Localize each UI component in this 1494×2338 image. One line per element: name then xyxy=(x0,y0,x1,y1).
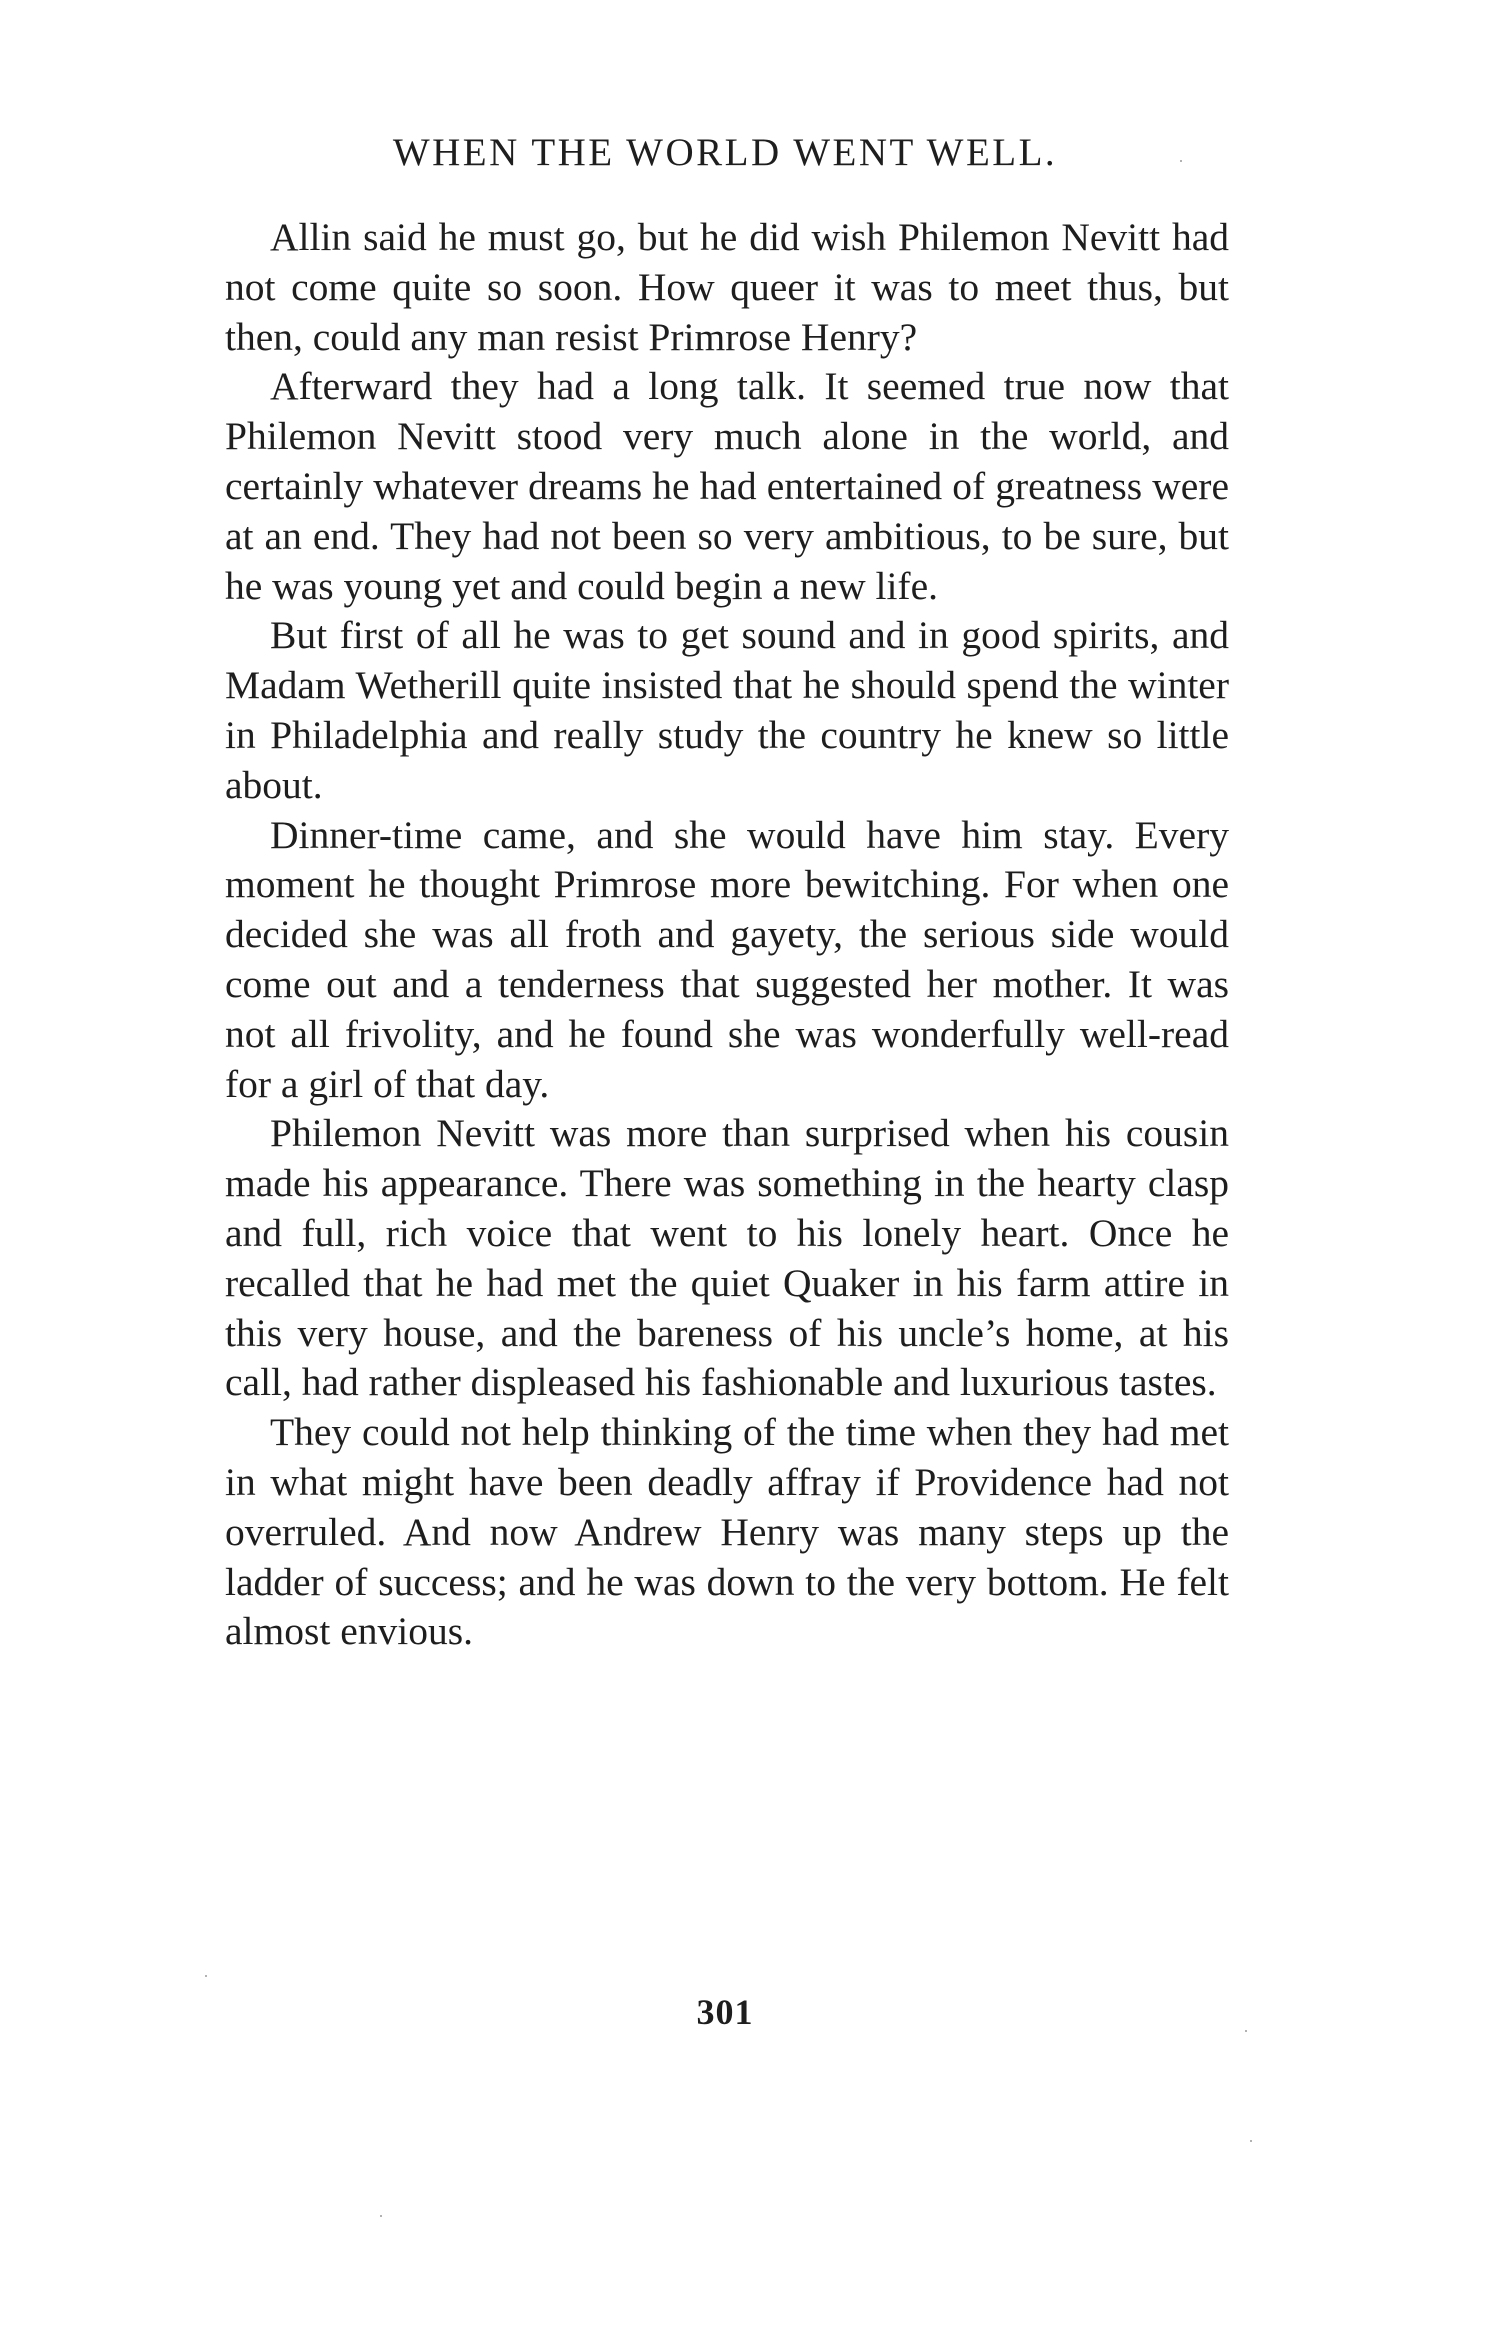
paper-speck xyxy=(1245,2030,1247,2032)
paragraph: They could not help thinking of the time when they had met in what might have been deadly affray if Providence had not overruled. And now Andrew Henry was many steps up the ladder of success; and he was down to the very bottom. He felt almost envious. xyxy=(225,1410,1229,1654)
paragraph: Allin said he must go, but he did wish Philemon Nevitt had not come quite so soon. How queer it was to meet thus, but then, could any man resist Primrose Henry? xyxy=(225,215,1229,359)
paper-speck xyxy=(205,1975,207,1977)
paragraph: Afterward they had a long talk. It seemed true now that Philemon Nevitt stood very much alone in the world, and certainly whatever dreams he had entertained of greatness were at an end. They had not been so very ambitious, to be sure, but he was young yet and could begin a new life. xyxy=(225,364,1229,608)
body-text xyxy=(225,213,1229,1657)
paragraph: Philemon Nevitt was more than surprised when his cousin made his appearance. There was something in the hearty clasp and full, rich voice that went to his lonely heart. Once he recalled that he had met the quiet Quaker in his farm attire in this very house, and the bareness of his uncle’s home, at his call, had rather displeased his fashionable and luxurious tastes. xyxy=(225,1111,1229,1405)
paper-speck xyxy=(380,2215,382,2217)
paper-speck xyxy=(1180,160,1182,162)
paper-speck xyxy=(1250,2140,1252,2142)
paragraph: Dinner-time came, and she would have him stay. Every moment he thought Primrose more bewitching. For when one decided she was all froth and gayety, the serious side would come out and a tenderness that suggested her mother. It was not all frivolity, and he found she was wonderfully well-read for a girl of that day. xyxy=(225,812,1229,1106)
page-number: 301 xyxy=(696,1992,754,2032)
paragraph: But first of all he was to get sound and in good spirits, and Madam Wetherill quite insisted that he should spend the winter in Philadelphia and really study the country he knew so little about. xyxy=(225,613,1229,807)
running-head: WHEN THE WORLD WENT WELL. xyxy=(392,131,1058,174)
